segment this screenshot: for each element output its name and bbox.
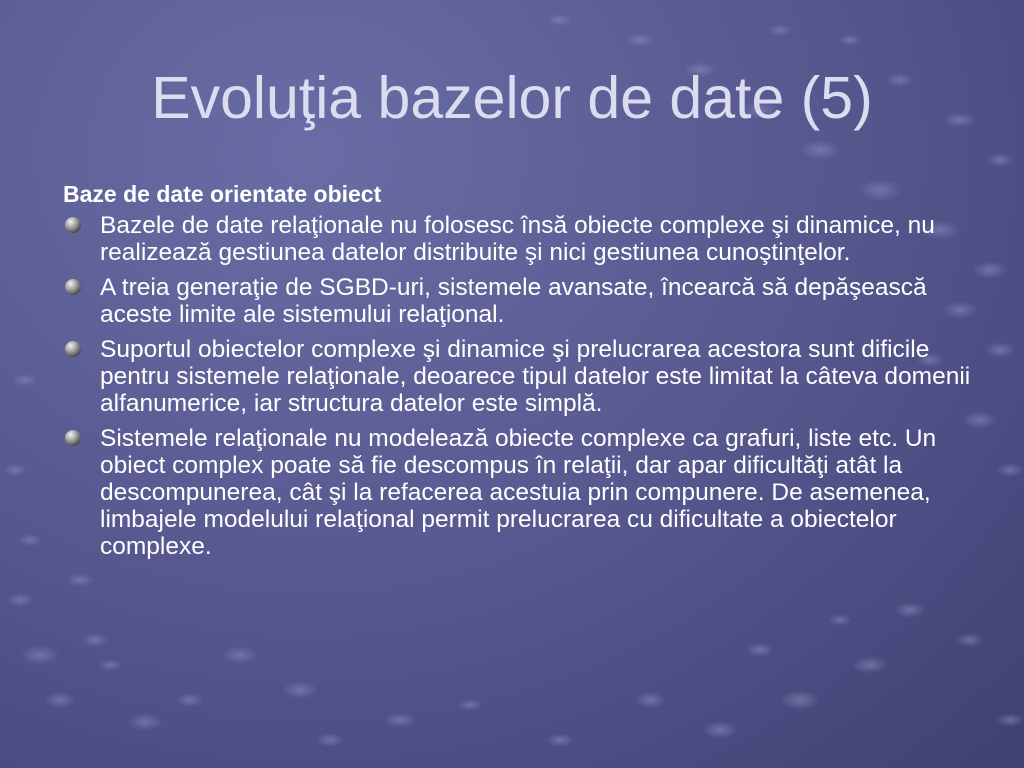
sphere-bullet-icon <box>65 430 81 446</box>
bullet-text: Bazele de date relaţionale nu folosesc însă obiecte complexe şi dinamice, nu realizează gestiunea datelor distribuite şi nici gestiunea cunoştinţelor. <box>100 212 935 266</box>
sphere-bullet-icon <box>65 279 81 295</box>
slide-content <box>63 181 983 568</box>
sphere-bullet-icon <box>65 217 81 233</box>
sphere-bullet-icon <box>65 341 81 357</box>
slide-title: Evoluţia bazelor de date (5) <box>151 65 873 131</box>
bullet-item <box>63 212 983 266</box>
bullet-text: A treia generaţie de SGBD-uri, sistemele avansate, încearcă să depăşească aceste limite ale sistemului relaţional. <box>100 274 927 328</box>
bullet-text: Sistemele relaţionale nu modelează obiecte complexe ca grafuri, liste etc. Un obiect complex poate să fie descompus în relaţii, dar apar dificultăţi atât la descompunerea, cât şi la refacerea acestuia prin compunere. De asemenea, limbajele modelului relaţional permit prelucrarea cu dificultate a obiectelor complexe. <box>100 425 937 560</box>
bullet-item <box>63 336 983 417</box>
bullet-list <box>63 212 983 560</box>
section-subheading: Baze de date orientate obiect <box>63 181 382 207</box>
bullet-text: Suportul obiectelor complexe şi dinamice şi prelucrarea acestora sunt dificile pentru sistemele relaţionale, deoarece tipul datelor este limitat la câteva domenii alfanumerice, iar structura datelor este simplă. <box>100 336 971 417</box>
bullet-item <box>63 274 983 328</box>
bullet-item <box>63 425 983 560</box>
